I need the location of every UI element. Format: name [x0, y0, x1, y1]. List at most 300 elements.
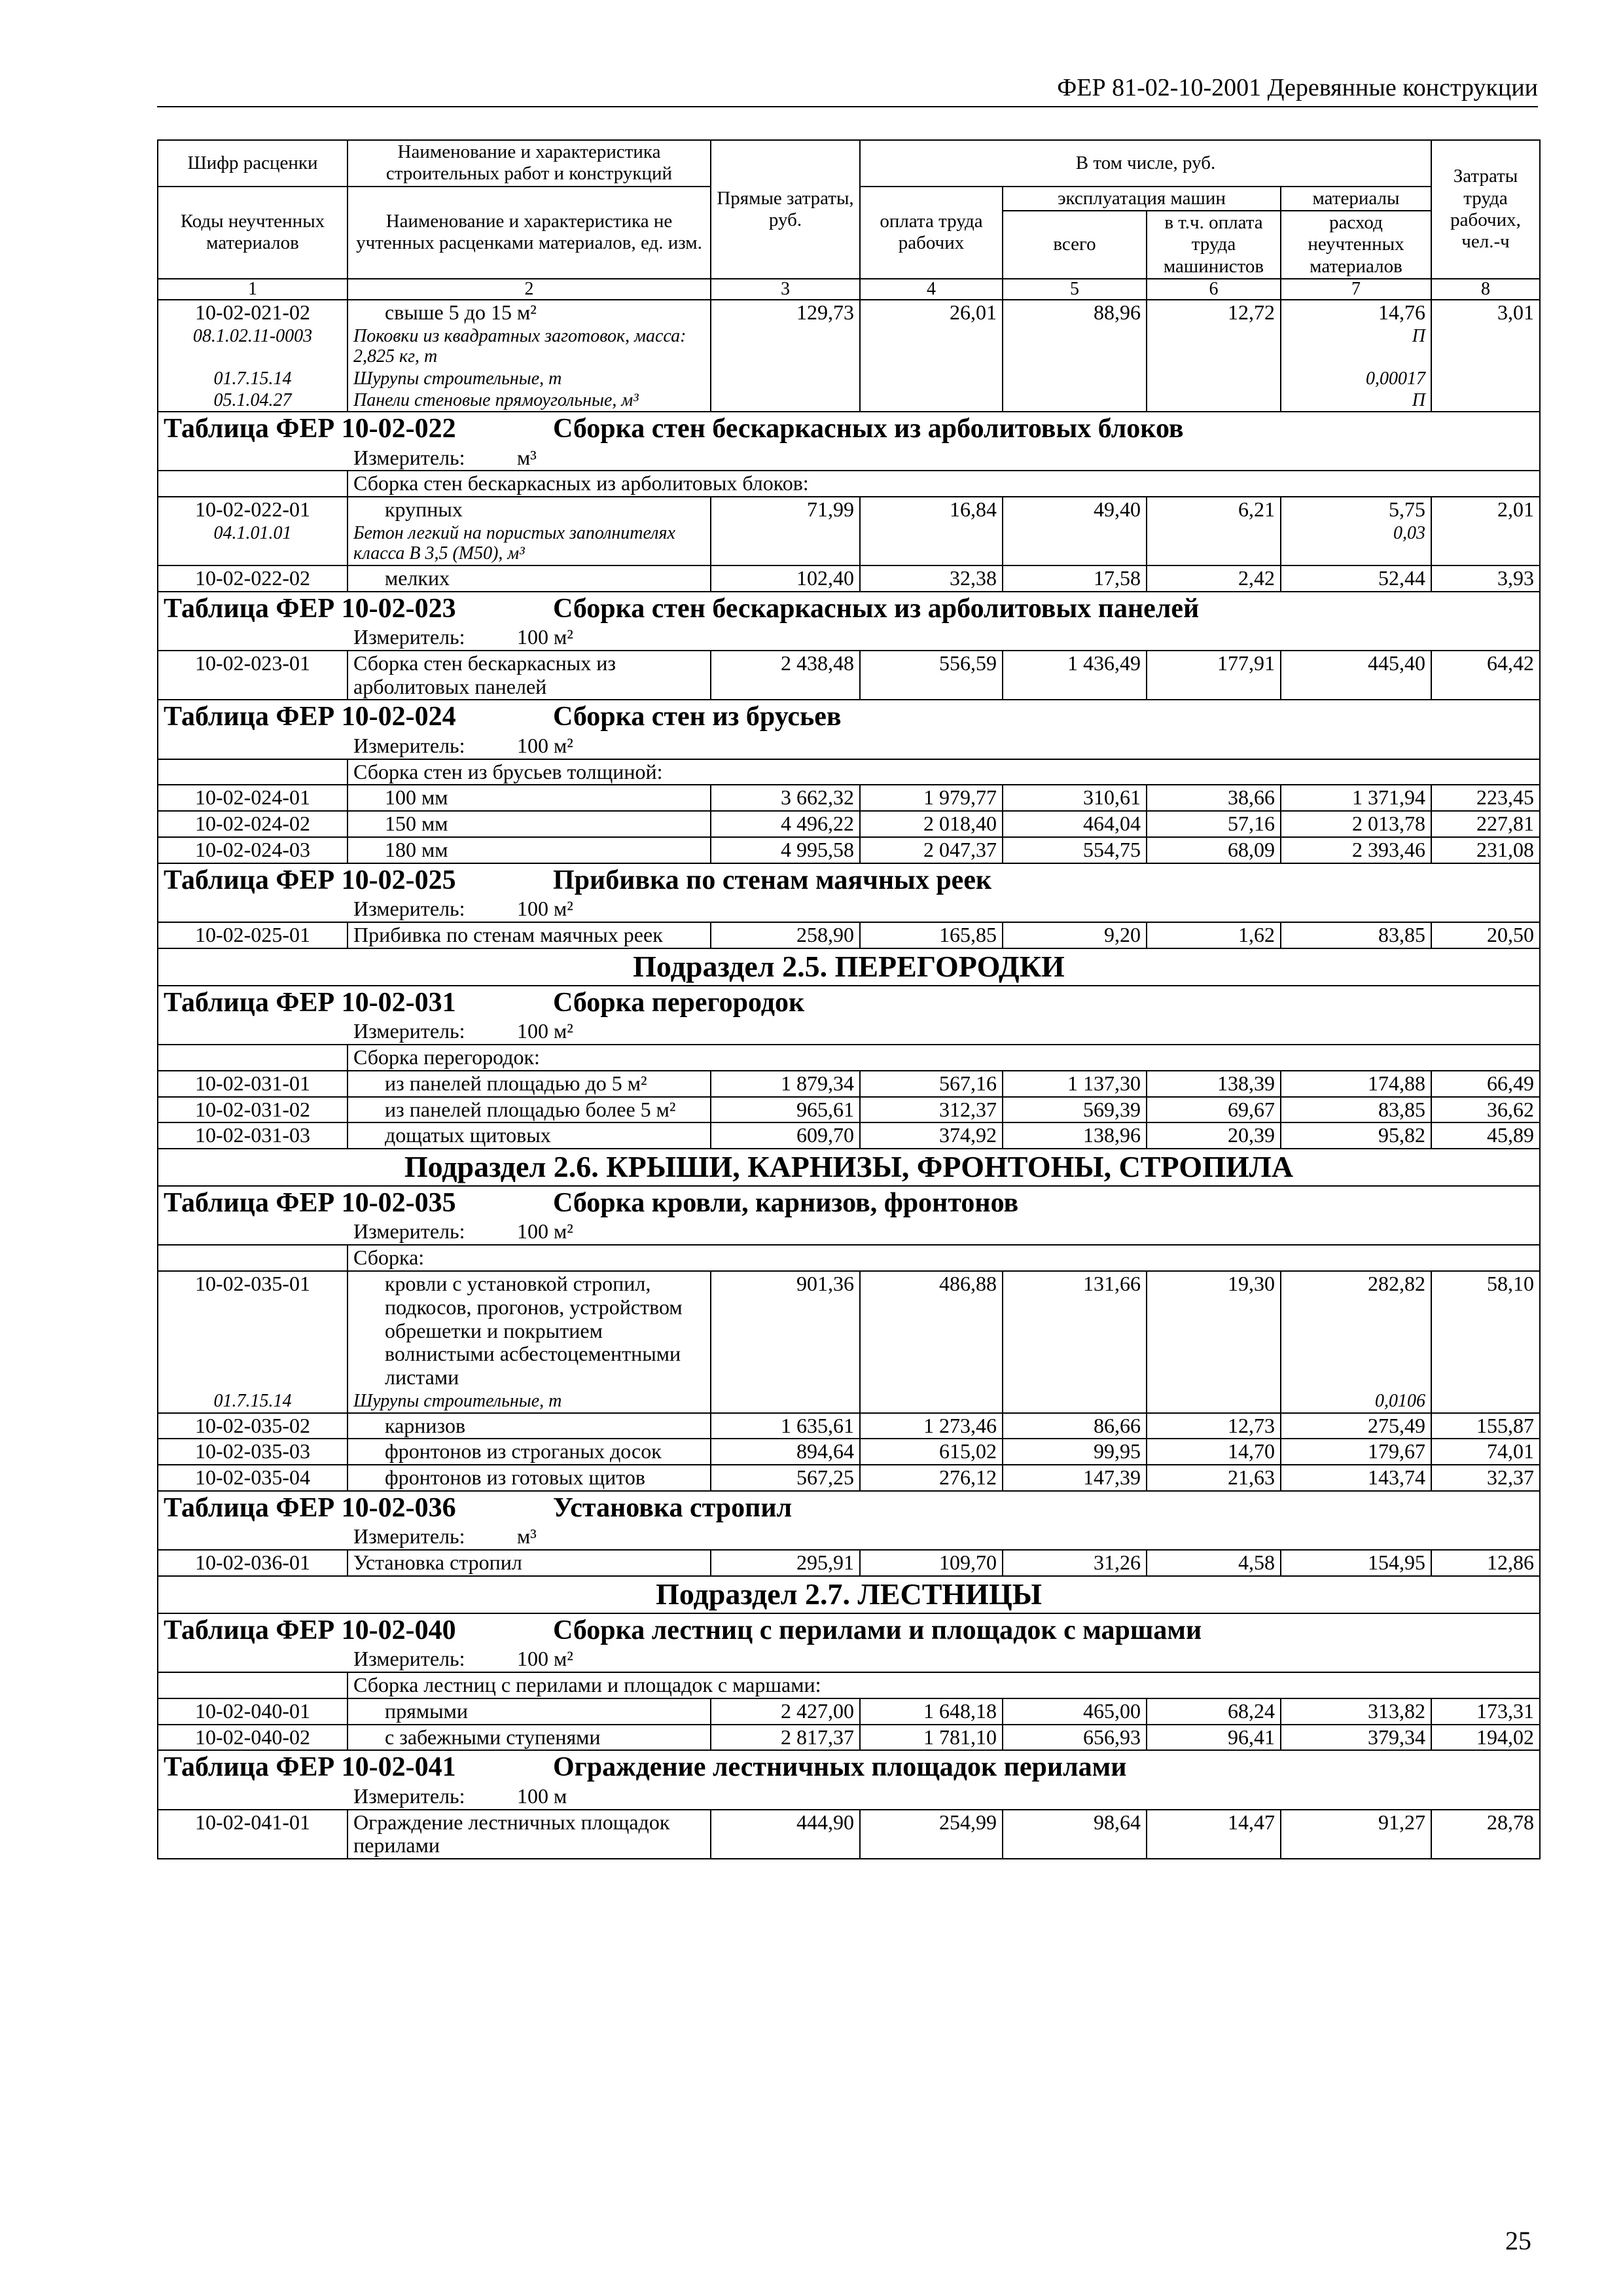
table-title-row	[158, 592, 1540, 625]
empty-cell	[1147, 522, 1281, 565]
empty-cell	[711, 389, 860, 412]
machine-cost: 86,66	[1003, 1413, 1147, 1439]
wage-cost: 32,38	[860, 565, 1003, 592]
empty-cell	[158, 759, 348, 785]
labor-hours: 3,93	[1431, 565, 1540, 592]
direct-cost: 2 817,37	[711, 1725, 860, 1751]
work-name: с забежными ступенями	[348, 1725, 711, 1751]
wage-cost: 1 273,46	[860, 1413, 1003, 1439]
table-number: Таблица ФЕР 10-02-041	[164, 1752, 456, 1783]
unit-label: Измеритель:	[353, 624, 465, 649]
machinist-wage: 4,58	[1147, 1550, 1281, 1576]
material-cost: 2 393,46	[1281, 837, 1431, 863]
table-caption: Сборка стен из брусьев	[553, 702, 842, 732]
section-title: Подраздел 2.6. КРЫШИ, КАРНИЗЫ, ФРОНТОНЫ, СТРОПИЛА	[158, 1149, 1540, 1186]
unit-row	[158, 897, 1540, 922]
material-cost: 179,67	[1281, 1439, 1431, 1465]
unit-value: 100 м²	[517, 1219, 573, 1244]
wage-cost: 615,02	[860, 1439, 1003, 1465]
machine-cost: 1 436,49	[1003, 651, 1147, 700]
rate-code: 10-02-023-01	[158, 651, 348, 700]
material-consumption: П	[1281, 325, 1431, 368]
col-number: 6	[1147, 279, 1281, 300]
machine-cost: 310,61	[1003, 785, 1147, 811]
table-row	[158, 785, 1540, 811]
rate-code: 10-02-031-03	[158, 1122, 348, 1149]
group-label: Сборка перегородок:	[348, 1045, 1540, 1071]
empty-cell	[158, 1045, 348, 1071]
table-row	[158, 1725, 1540, 1751]
direct-cost: 2 438,48	[711, 651, 860, 700]
empty-cell	[711, 1390, 860, 1412]
table-title	[158, 986, 1540, 1019]
col-number: 1	[158, 279, 348, 300]
machine-cost: 147,39	[1003, 1465, 1147, 1491]
table-title	[158, 1491, 1540, 1524]
direct-cost: 444,90	[711, 1810, 860, 1859]
machinist-wage: 19,30	[1147, 1271, 1281, 1390]
unit-value: 100 м²	[517, 897, 573, 921]
work-name: Ограждение лестничных площадок перилами	[348, 1810, 711, 1859]
empty-cell	[1431, 325, 1540, 368]
machinist-wage: 96,41	[1147, 1725, 1281, 1751]
material-cost: 445,40	[1281, 651, 1431, 700]
col-number: 2	[348, 279, 711, 300]
table-caption: Сборка лестниц с перилами и площадок с маршами	[553, 1615, 1202, 1645]
direct-cost: 4 995,58	[711, 837, 860, 863]
direct-cost: 129,73	[711, 300, 860, 325]
labor-hours: 2,01	[1431, 497, 1540, 522]
unit-cell	[158, 897, 1540, 922]
labor-hours: 64,42	[1431, 651, 1540, 700]
machine-cost: 131,66	[1003, 1271, 1147, 1390]
table-title-row	[158, 986, 1540, 1019]
work-name: Установка стропил	[348, 1550, 711, 1576]
empty-cell	[158, 1245, 348, 1271]
table-caption: Сборка стен бескаркасных из арболитовых блоков	[553, 414, 1184, 444]
machinist-wage: 69,67	[1147, 1097, 1281, 1123]
direct-cost: 1 879,34	[711, 1071, 860, 1097]
empty-cell	[711, 368, 860, 389]
unit-row	[158, 1524, 1540, 1550]
labor-hours: 36,62	[1431, 1097, 1540, 1123]
wage-cost: 1 979,77	[860, 785, 1003, 811]
table-number: Таблица ФЕР 10-02-035	[164, 1188, 456, 1219]
table-row	[158, 1122, 1540, 1149]
machinist-wage: 12,72	[1147, 300, 1281, 325]
col-number: 7	[1281, 279, 1431, 300]
machinist-wage: 2,42	[1147, 565, 1281, 592]
table-row	[158, 300, 1540, 325]
table-row	[158, 1071, 1540, 1097]
group-row	[158, 1045, 1540, 1071]
section-row	[158, 948, 1540, 986]
machinist-wage: 68,24	[1147, 1698, 1281, 1725]
table-row	[158, 1439, 1540, 1465]
table-title-row	[158, 1186, 1540, 1219]
material-cost: 83,85	[1281, 1097, 1431, 1123]
machinist-wage: 14,47	[1147, 1810, 1281, 1859]
table-title-row	[158, 412, 1540, 445]
wage-cost: 165,85	[860, 922, 1003, 948]
table-row	[158, 837, 1540, 863]
table-number: Таблица ФЕР 10-02-022	[164, 414, 456, 444]
work-name: 180 мм	[348, 837, 711, 863]
unit-label: Измеритель:	[353, 1219, 465, 1244]
machinist-wage: 38,66	[1147, 785, 1281, 811]
table-title	[158, 592, 1540, 625]
material-cost: 83,85	[1281, 922, 1431, 948]
table-caption: Ограждение лестничных площадок перилами	[553, 1752, 1127, 1783]
group-label: Сборка стен из брусьев толщиной:	[348, 759, 1540, 785]
material-code: 04.1.01.01	[158, 522, 348, 565]
material-cost: 143,74	[1281, 1465, 1431, 1491]
labor-hours: 173,31	[1431, 1698, 1540, 1725]
direct-cost: 4 496,22	[711, 811, 860, 837]
table-row	[158, 1097, 1540, 1123]
table-number: Таблица ФЕР 10-02-024	[164, 702, 456, 732]
work-name: фронтонов из строганых досок	[348, 1439, 711, 1465]
running-header: ФЕР 81-02-10-2001 Деревянные конструкции	[157, 73, 1538, 107]
labor-hours: 227,81	[1431, 811, 1540, 837]
empty-cell	[1431, 1390, 1540, 1412]
wage-cost: 567,16	[860, 1071, 1003, 1097]
section-title: Подраздел 2.5. ПЕРЕГОРОДКИ	[158, 948, 1540, 986]
unit-value: м³	[517, 1524, 537, 1549]
col-number: 3	[711, 279, 860, 300]
unit-label: Измеритель:	[353, 1647, 465, 1671]
material-code: 08.1.02.11-0003	[158, 325, 348, 368]
machine-cost: 88,96	[1003, 300, 1147, 325]
section-row	[158, 1149, 1540, 1186]
work-name: дощатых щитовых	[348, 1122, 711, 1149]
material-cost: 14,76	[1281, 300, 1431, 325]
machine-cost: 1 137,30	[1003, 1071, 1147, 1097]
col-mat-cons-header: расход неучтенных материалов	[1281, 211, 1431, 279]
labor-hours: 12,86	[1431, 1550, 1540, 1576]
material-cost: 379,34	[1281, 1725, 1431, 1751]
material-consumption: 0,0106	[1281, 1390, 1431, 1412]
rate-code: 10-02-035-03	[158, 1439, 348, 1465]
material-name: Бетон легкий на пористых заполнителях класса В 3,5 (М50), м³	[348, 522, 711, 565]
direct-cost: 901,36	[711, 1271, 860, 1390]
labor-hours: 194,02	[1431, 1725, 1540, 1751]
unit-cell	[158, 1784, 1540, 1810]
material-cost: 154,95	[1281, 1550, 1431, 1576]
material-code: 05.1.04.27	[158, 389, 348, 412]
empty-cell	[860, 1390, 1003, 1412]
col-mach-total-header: всего	[1003, 211, 1147, 279]
table-caption: Сборка кровли, карнизов, фронтонов	[553, 1188, 1019, 1219]
rate-code: 10-02-024-02	[158, 811, 348, 837]
unit-row	[158, 1019, 1540, 1045]
direct-cost: 3 662,32	[711, 785, 860, 811]
table-title	[158, 1186, 1540, 1219]
rate-code: 10-02-025-01	[158, 922, 348, 948]
material-cost: 2 013,78	[1281, 811, 1431, 837]
empty-cell	[1431, 522, 1540, 565]
unit-label: Измеритель:	[353, 897, 465, 921]
material-consumption: 0,00017	[1281, 368, 1431, 389]
table-caption: Сборка стен бескаркасных из арболитовых панелей	[553, 593, 1200, 624]
group-label: Сборка стен бескаркасных из арболитовых блоков:	[348, 471, 1540, 497]
work-name: 150 мм	[348, 811, 711, 837]
machine-cost: 465,00	[1003, 1698, 1147, 1725]
empty-cell	[158, 1672, 348, 1698]
table-number: Таблица ФЕР 10-02-036	[164, 1492, 456, 1523]
unit-value: 100 м²	[517, 1647, 573, 1671]
material-cost: 52,44	[1281, 565, 1431, 592]
table-title	[158, 700, 1540, 733]
rate-code: 10-02-035-01	[158, 1271, 348, 1390]
labor-hours: 58,10	[1431, 1271, 1540, 1390]
unit-cell	[158, 1647, 1540, 1672]
col-machines-header: эксплуатация машин	[1003, 187, 1281, 211]
empty-cell	[1003, 325, 1147, 368]
unit-row	[158, 1784, 1540, 1810]
wage-cost: 312,37	[860, 1097, 1003, 1123]
unit-cell	[158, 734, 1540, 759]
empty-cell	[1431, 368, 1540, 389]
empty-cell	[860, 368, 1003, 389]
machinist-wage: 1,62	[1147, 922, 1281, 948]
col-number: 8	[1431, 279, 1540, 300]
rate-code: 10-02-031-01	[158, 1071, 348, 1097]
unit-cell	[158, 446, 1540, 471]
material-cost: 91,27	[1281, 1810, 1431, 1859]
col-wages-header: оплата труда рабочих	[860, 187, 1003, 279]
group-label: Сборка:	[348, 1245, 1540, 1271]
unit-label: Измеритель:	[353, 445, 465, 469]
unit-value: 100 м²	[517, 733, 573, 757]
table-row	[158, 565, 1540, 592]
empty-cell	[1147, 368, 1281, 389]
machine-cost: 464,04	[1003, 811, 1147, 837]
wage-cost: 2 047,37	[860, 837, 1003, 863]
work-name: кровли с установкой стропил, подкосов, прогонов, устройством обрешетки и покрытием волнистыми асбестоцементными листами	[348, 1271, 711, 1390]
unit-cell	[158, 625, 1540, 651]
machinist-wage: 138,39	[1147, 1071, 1281, 1097]
unit-label: Измеритель:	[353, 1784, 465, 1808]
wage-cost: 556,59	[860, 651, 1003, 700]
material-cost: 275,49	[1281, 1413, 1431, 1439]
table-number: Таблица ФЕР 10-02-040	[164, 1615, 456, 1645]
unit-cell	[158, 1524, 1540, 1550]
empty-cell	[711, 522, 860, 565]
material-row	[158, 522, 1540, 565]
empty-cell	[1147, 1390, 1281, 1412]
table-caption: Прибивка по стенам маячных реек	[553, 865, 992, 895]
material-name: Шурупы строительные, т	[348, 1390, 711, 1412]
group-row	[158, 1672, 1540, 1698]
machine-cost: 656,93	[1003, 1725, 1147, 1751]
material-cost: 313,82	[1281, 1698, 1431, 1725]
machine-cost: 554,75	[1003, 837, 1147, 863]
machinist-wage: 6,21	[1147, 497, 1281, 522]
work-name: из панелей площадью до 5 м²	[348, 1071, 711, 1097]
empty-cell	[860, 389, 1003, 412]
machine-cost: 17,58	[1003, 565, 1147, 592]
work-name: 100 мм	[348, 785, 711, 811]
material-row	[158, 389, 1540, 412]
section-row	[158, 1576, 1540, 1613]
direct-cost: 295,91	[711, 1550, 860, 1576]
material-cost: 1 371,94	[1281, 785, 1431, 811]
unit-row	[158, 625, 1540, 651]
machinist-wage: 12,73	[1147, 1413, 1281, 1439]
empty-cell	[860, 522, 1003, 565]
material-code: 01.7.15.14	[158, 1390, 348, 1412]
work-name: свыше 5 до 15 м²	[348, 300, 711, 325]
empty-cell	[711, 325, 860, 368]
machinist-wage: 68,09	[1147, 837, 1281, 863]
table-title-row	[158, 863, 1540, 897]
material-name: Поковки из квадратных заготовок, масса: 2,825 кг, т	[348, 325, 711, 368]
empty-cell	[1003, 1390, 1147, 1412]
direct-cost: 71,99	[711, 497, 860, 522]
section-title: Подраздел 2.7. ЛЕСТНИЦЫ	[158, 1576, 1540, 1613]
col-direct-header: Прямые затраты, руб.	[711, 140, 860, 279]
table-number: Таблица ФЕР 10-02-025	[164, 865, 456, 895]
unit-value: 100 м²	[517, 1019, 573, 1043]
col-materials-header: материалы	[1281, 187, 1431, 211]
table-row	[158, 1550, 1540, 1576]
col-number: 5	[1003, 279, 1147, 300]
machinist-wage: 20,39	[1147, 1122, 1281, 1149]
material-row	[158, 325, 1540, 368]
labor-hours: 32,37	[1431, 1465, 1540, 1491]
direct-cost: 965,61	[711, 1097, 860, 1123]
col-mach-wages-header: в т.ч. оплата труда машинистов	[1147, 211, 1281, 279]
rate-code: 10-02-035-02	[158, 1413, 348, 1439]
col-code-header: Шифр расценки	[158, 140, 348, 187]
price-table	[157, 139, 1541, 1859]
material-code: 01.7.15.14	[158, 368, 348, 389]
work-name: карнизов	[348, 1413, 711, 1439]
machine-cost: 9,20	[1003, 922, 1147, 948]
rate-code: 10-02-031-02	[158, 1097, 348, 1123]
machine-cost: 99,95	[1003, 1439, 1147, 1465]
unit-row	[158, 446, 1540, 471]
machine-cost: 569,39	[1003, 1097, 1147, 1123]
table-row	[158, 651, 1540, 700]
material-row	[158, 1390, 1540, 1412]
wage-cost: 109,70	[860, 1550, 1003, 1576]
machine-cost: 138,96	[1003, 1122, 1147, 1149]
unit-row	[158, 1647, 1540, 1672]
table-title	[158, 412, 1540, 445]
empty-cell	[1147, 325, 1281, 368]
machine-cost: 31,26	[1003, 1550, 1147, 1576]
work-name: прямыми	[348, 1698, 711, 1725]
group-row	[158, 1245, 1540, 1271]
col-incl-header: В том числе, руб.	[860, 140, 1431, 187]
table-number: Таблица ФЕР 10-02-031	[164, 987, 456, 1018]
material-name: Шурупы строительные, т	[348, 368, 711, 389]
group-row	[158, 471, 1540, 497]
wage-cost: 1 648,18	[860, 1698, 1003, 1725]
table-title-row	[158, 1750, 1540, 1784]
material-cost: 174,88	[1281, 1071, 1431, 1097]
direct-cost: 567,25	[711, 1465, 860, 1491]
direct-cost: 609,70	[711, 1122, 860, 1149]
unit-cell	[158, 1019, 1540, 1045]
material-cost: 95,82	[1281, 1122, 1431, 1149]
wage-cost: 374,92	[860, 1122, 1003, 1149]
direct-cost: 1 635,61	[711, 1413, 860, 1439]
unit-value: 100 м	[517, 1784, 567, 1808]
table-row	[158, 1698, 1540, 1725]
table-number: Таблица ФЕР 10-02-023	[164, 593, 456, 624]
material-cost: 282,82	[1281, 1271, 1431, 1390]
unit-value: м³	[517, 445, 537, 469]
wage-cost: 26,01	[860, 300, 1003, 325]
rate-code: 10-02-035-04	[158, 1465, 348, 1491]
direct-cost: 258,90	[711, 922, 860, 948]
material-consumption: 0,03	[1281, 522, 1431, 565]
machinist-wage: 21,63	[1147, 1465, 1281, 1491]
unit-value: 100 м²	[517, 624, 573, 649]
unit-row	[158, 1219, 1540, 1245]
table-title-row	[158, 1491, 1540, 1524]
unit-label: Измеритель:	[353, 1019, 465, 1043]
table-row	[158, 497, 1540, 522]
table-title-row	[158, 1613, 1540, 1647]
labor-hours: 66,49	[1431, 1071, 1540, 1097]
rate-code: 10-02-024-01	[158, 785, 348, 811]
table-title	[158, 1613, 1540, 1647]
rate-code: 10-02-021-02	[158, 300, 348, 325]
table-row	[158, 1271, 1540, 1390]
page-number: 25	[1505, 2226, 1531, 2255]
table-title	[158, 1750, 1540, 1784]
labor-hours: 223,45	[1431, 785, 1540, 811]
rate-code: 10-02-022-01	[158, 497, 348, 522]
empty-cell	[158, 471, 348, 497]
group-row	[158, 759, 1540, 785]
work-name: из панелей площадью более 5 м²	[348, 1097, 711, 1123]
machinist-wage: 57,16	[1147, 811, 1281, 837]
work-name: мелких	[348, 565, 711, 592]
labor-hours: 74,01	[1431, 1439, 1540, 1465]
rate-code: 10-02-022-02	[158, 565, 348, 592]
labor-hours: 28,78	[1431, 1810, 1540, 1859]
table-title	[158, 863, 1540, 897]
labor-hours: 155,87	[1431, 1413, 1540, 1439]
col-name-header: Наименование и характеристика строительных работ и конструкций	[348, 140, 711, 187]
unit-label: Измеритель:	[353, 1524, 465, 1549]
rate-code: 10-02-040-01	[158, 1698, 348, 1725]
wage-cost: 254,99	[860, 1810, 1003, 1859]
machinist-wage: 177,91	[1147, 651, 1281, 700]
group-label: Сборка лестниц с перилами и площадок с маршами:	[348, 1672, 1540, 1698]
material-name: Панели стеновые прямоугольные, м³	[348, 389, 711, 412]
work-name: крупных	[348, 497, 711, 522]
rate-code: 10-02-040-02	[158, 1725, 348, 1751]
unit-cell	[158, 1219, 1540, 1245]
direct-cost: 2 427,00	[711, 1698, 860, 1725]
labor-hours: 20,50	[1431, 922, 1540, 948]
material-row	[158, 368, 1540, 389]
table-row	[158, 1465, 1540, 1491]
col-labor-header: Затраты труда рабочих, чел.-ч	[1431, 140, 1540, 279]
empty-cell	[860, 325, 1003, 368]
work-name: фронтонов из готовых щитов	[348, 1465, 711, 1491]
empty-cell	[1003, 522, 1147, 565]
material-consumption: П	[1281, 389, 1431, 412]
table-caption: Сборка перегородок	[553, 987, 805, 1018]
empty-cell	[1003, 389, 1147, 412]
